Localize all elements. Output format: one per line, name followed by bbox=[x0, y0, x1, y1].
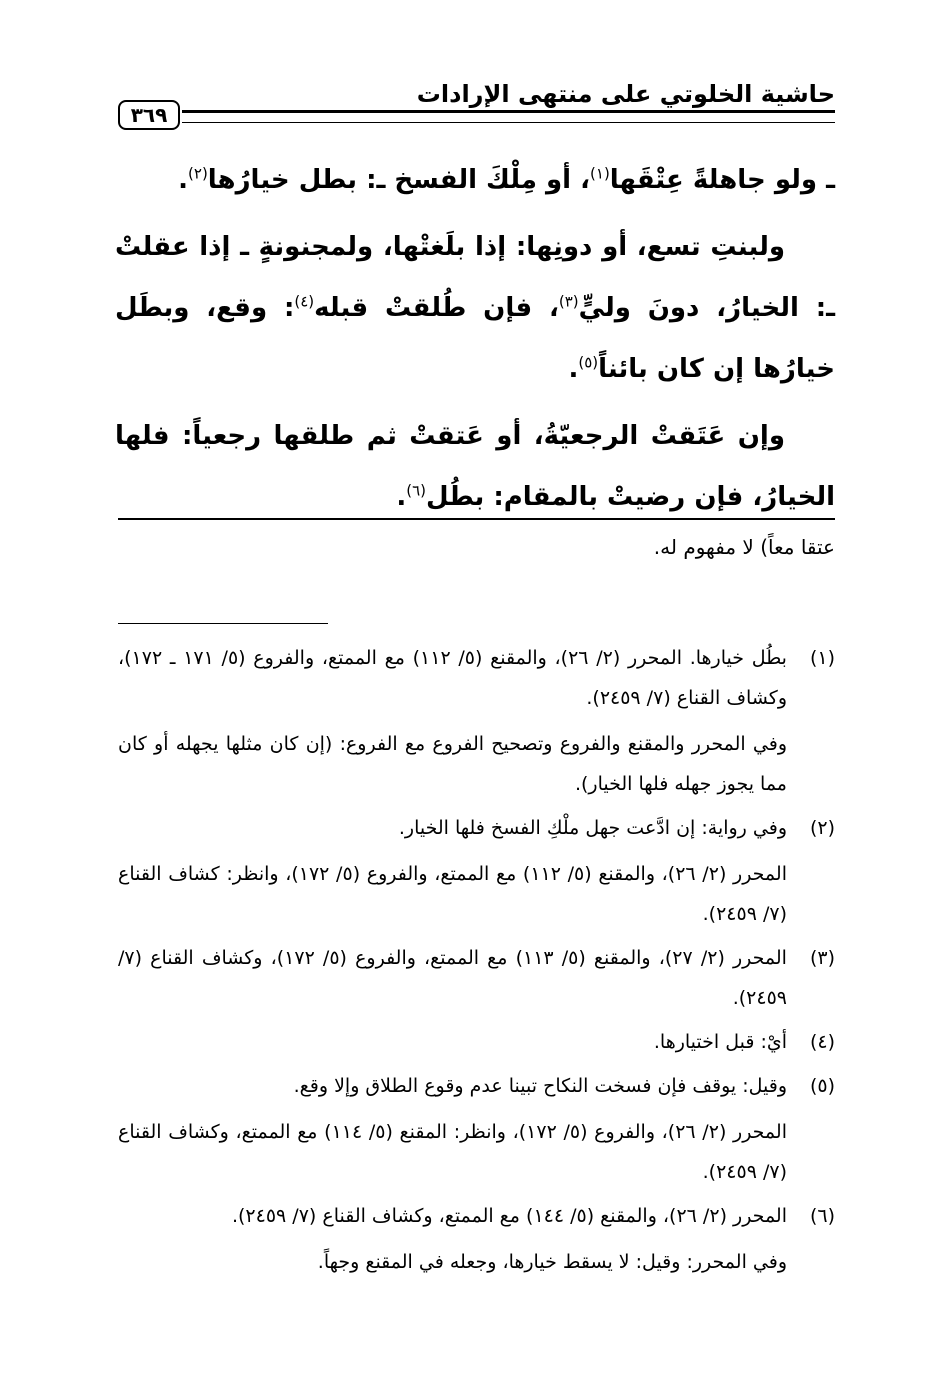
main-paragraph-3 bbox=[115, 406, 835, 528]
footnote-text: وفي المحرر والمقنع والفروع وتصحيح الفروع مع الفروع: (إن كان مثلها يجهله أو كان مما يجوز جهله فلها الخيار). bbox=[118, 733, 787, 795]
footnote-number: (٤) bbox=[809, 1031, 835, 1053]
footnote-ref-6: (٦) bbox=[406, 481, 426, 500]
footnote-item bbox=[118, 808, 835, 934]
running-header-title: حاشية الخلوتي على منتهى الإرادات bbox=[416, 80, 835, 108]
footnote-ref-3: (٣) bbox=[558, 292, 579, 311]
footnote-item bbox=[118, 1196, 835, 1282]
footnote-text: المحرر (٢/ ٢٧)، والمقنع (٥/ ١١٣) مع الممتع، والفروع (٥/ ١٧٢)، وكشاف القناع (٧/ ٢٤٥٩). bbox=[118, 947, 787, 1009]
footnote-number: (٦) bbox=[809, 1205, 835, 1227]
footnote-ref-4: (٤) bbox=[294, 292, 315, 311]
main-paragraph-1 bbox=[115, 150, 835, 211]
commentary-continuation: عتقا معاً) لا مفهوم له. bbox=[653, 535, 835, 559]
footnote-item bbox=[118, 638, 835, 804]
footnote-item bbox=[118, 1066, 835, 1192]
main-text-segment: وإن عَتَقتْ الرجعيّةُ، أو عَتقتْ ثم طلقها رجعياً: فلها الخيارُ، فإن رضيتْ بالمقام: بطُل bbox=[115, 421, 835, 512]
main-text-segment: . bbox=[568, 354, 579, 384]
text-footnote-divider bbox=[118, 518, 835, 520]
footnote-body bbox=[118, 1066, 787, 1192]
main-text-segment: : وقع، وبطَل خيارُها إن كان بائناً bbox=[115, 293, 835, 384]
main-text-segment: . bbox=[178, 165, 189, 195]
footnote-item bbox=[118, 1022, 835, 1062]
footnote-text: أيْ: قبل اختيارها. bbox=[653, 1031, 787, 1053]
footnote-ref-5: (٥) bbox=[578, 353, 599, 372]
main-text-segment: ، فإن طُلقتْ قبله bbox=[314, 293, 559, 323]
footnote-text: وقيل: يوقف فإن فسخت النكاح تبينا عدم وقوع الطلاق وإلا وقع. bbox=[293, 1075, 787, 1097]
footnotes-section bbox=[118, 638, 835, 1282]
main-text-segment: ، أو مِلْكَ الفسخ ـ: بطل خيارُها bbox=[207, 165, 591, 195]
footnote-body bbox=[118, 1022, 787, 1062]
footnote-body bbox=[118, 808, 787, 934]
footnote-text: وفي المحرر: وقيل: لا يسقط خيارها، وجعله في المقنع وجهاً. bbox=[317, 1251, 787, 1273]
footnote-text: المحرر (٢/ ٢٦)، والمقنع (٥/ ١٤٤) مع الممتع، وكشاف القناع (٧/ ٢٤٥٩). bbox=[231, 1205, 787, 1227]
footnote-separator bbox=[118, 623, 328, 624]
footnote-ref-1: (١) bbox=[590, 164, 610, 183]
main-text-segment: ـ ولو جاهلةً عِتْقَها bbox=[609, 165, 835, 195]
footnote-body bbox=[118, 938, 787, 1018]
footnote-text: وفي رواية: إن ادَّعت جهل ملْكِ الفسخ فلها الخيار. bbox=[398, 817, 787, 839]
page-number-badge: ٣٦٩ bbox=[118, 100, 180, 130]
footnote-text: المحرر (٢/ ٢٦)، والفروع (٥/ ١٧٢)، وانظر: المقنع (٥/ ١١٤) مع الممتع، وكشاف القناع (٧/ ٢٤٥٩). bbox=[118, 1121, 787, 1183]
footnote-text: بطُل خيارها. المحرر (٢/ ٢٦)، والمقنع (٥/ ١١٢) مع الممتع، والفروع (٥/ ١٧١ ـ ١٧٢)، وكشاف القناع (٧/ ٢٤٥٩). bbox=[118, 647, 787, 709]
footnote-text: المحرر (٢/ ٢٦)، والمقنع (٥/ ١١٢) مع الممتع، والفروع (٥/ ١٧٢)، وانظر: كشاف القناع (٧/ ٢٤٥٩). bbox=[118, 863, 787, 925]
footnote-number: (٥) bbox=[809, 1075, 835, 1097]
footnote-number: (١) bbox=[809, 647, 835, 669]
main-paragraph-2 bbox=[115, 217, 835, 400]
footnote-number: (٢) bbox=[809, 817, 835, 839]
footnote-ref-2: (٢) bbox=[188, 164, 208, 183]
footnote-item bbox=[118, 938, 835, 1018]
footnote-number: (٣) bbox=[809, 947, 835, 969]
main-text-segment: . bbox=[396, 482, 407, 512]
footnote-body bbox=[118, 638, 787, 804]
footnote-body bbox=[118, 1196, 787, 1282]
main-text-segment: ولبنتِ تسع، أو دونِها: إذا بلَغتْها، ولمجنونةٍ ـ إذا عقلتْ ـ: الخيارُ، دونَ وليٍّ bbox=[115, 232, 835, 323]
main-text-body bbox=[115, 150, 835, 528]
header-double-rule bbox=[182, 110, 835, 123]
